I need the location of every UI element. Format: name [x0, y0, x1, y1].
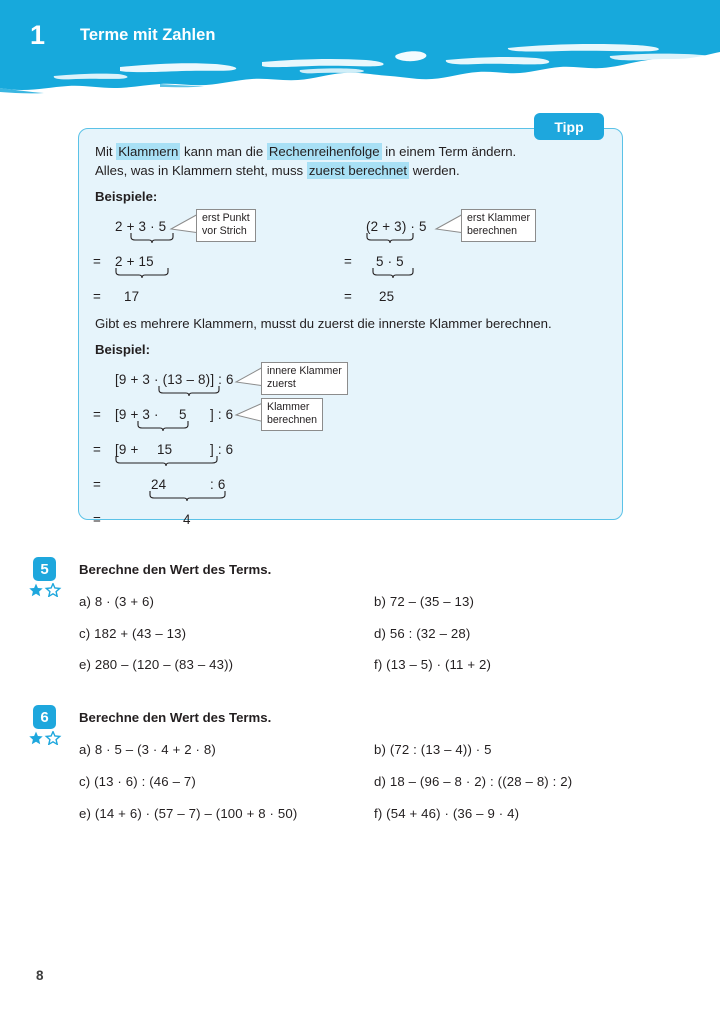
nested-eq-2: = [93, 407, 101, 422]
example-right-line-1: (2 + 3) · 5 [366, 219, 427, 234]
nested-line-3-c: ] : 6 [210, 442, 234, 457]
underbrace-right-2 [372, 268, 414, 279]
tipp-box [78, 128, 623, 527]
exercise-6-item-a: a) 8 · 5 – (3 · 4 + 2 · 8) [79, 742, 216, 757]
underbrace-left-2 [115, 268, 169, 279]
example-left-line-2: 2 + 15 [115, 254, 154, 269]
callout-erst-punkt-line-1: erst Punkt [202, 212, 250, 224]
nested-line-4-b: : 6 [210, 477, 226, 492]
tipp-intro-text-b: kann man die [180, 144, 267, 159]
exercise-5-item-a: a) 8 · (3 + 6) [79, 594, 155, 609]
callout-erst-klammer-line-2: berechnen [467, 225, 518, 237]
underbrace-nested-4 [149, 491, 226, 502]
exercise-5-item-e: e) 280 – (120 – (83 – 43)) [79, 657, 234, 672]
nested-line-2-a: [9 + 3 · [115, 407, 159, 422]
exercise-6-item-d: d) 18 – (96 – 8 · 2) : ((28 – 8) : 2) [374, 774, 573, 789]
underbrace-right-1 [366, 233, 414, 244]
exercise-6-item-b: b) (72 : (13 – 4)) · 5 [374, 742, 492, 757]
examples-label: Beispiele: [95, 189, 158, 204]
tipp-rule-line: Gibt es mehrere Klammern, musst du zuerst die innerste Klammer berechnen. [95, 316, 552, 331]
page-header-banner [0, 0, 720, 100]
tipp-intro2-text-a: Alles, was in Klammern steht, muss [95, 163, 307, 178]
callout-erst-punkt-vor-strich [196, 209, 256, 242]
example-right-eq-2: = [344, 254, 352, 269]
exercise-6-item-e: e) (14 + 6) · (57 – 7) – (100 + 8 · 50) [79, 806, 298, 821]
nested-line-2-b: 5 [179, 407, 187, 422]
callout-klammer-berechnen [261, 398, 323, 431]
underbrace-nested-3 [115, 456, 218, 467]
chapter-number: 1 [30, 20, 46, 50]
example-label: Beispiel: [95, 342, 150, 357]
tipp-intro2-text-b: werden. [409, 163, 460, 178]
tipp-tab-label: Tipp [534, 113, 604, 140]
nested-line-2-c: ] : 6 [210, 407, 234, 422]
nested-eq-3: = [93, 442, 101, 457]
example-left-eq-3: = [93, 289, 101, 304]
exercise-5-heading: Berechne den Wert des Terms. [79, 562, 272, 577]
nested-eq-4: = [93, 477, 101, 492]
callout-erst-punkt-line-2: vor Strich [202, 225, 247, 237]
callout-klammer-berechnen-line-2: berechnen [267, 414, 318, 426]
callout-innere-klammer-line-2: zuerst [267, 378, 296, 390]
nested-line-1: [9 + 3 · (13 – 8)] : 6 [115, 372, 234, 387]
underbrace-nested-2 [137, 421, 189, 432]
tipp-intro-text-c: in einem Term ändern. [381, 144, 517, 159]
callout-innere-klammer-line-1: innere Klammer [267, 365, 342, 377]
exercise-6-item-c: c) (13 · 6) : (46 – 7) [79, 774, 196, 789]
example-right-line-3: 25 [379, 289, 395, 304]
callout-erst-klammer-line-1: erst Klammer [467, 212, 530, 224]
page-title: Terme mit Zahlen [80, 26, 216, 44]
callout-erst-klammer-berechnen [461, 209, 536, 242]
page-number: 8 [36, 968, 44, 983]
star-filled-icon [29, 584, 42, 597]
exercise-badge-5[interactable]: 5 [33, 557, 56, 581]
exercise-5-item-d: d) 56 : (32 – 28) [374, 626, 471, 641]
nested-line-4-a: 24 [151, 477, 167, 492]
example-left-line-1: 2 + 3 · 5 [115, 219, 167, 234]
tipp-intro-line-2 [95, 161, 460, 180]
difficulty-stars-exercise-5 [28, 583, 62, 597]
nested-eq-5: = [93, 512, 101, 527]
difficulty-stars-exercise-6 [28, 731, 62, 745]
tipp-intro-text-a: Mit [95, 144, 117, 159]
exercise-5-item-c: c) 182 + (43 – 13) [79, 626, 187, 641]
callout-innere-klammer-zuerst [261, 362, 348, 395]
star-outline-icon [46, 584, 59, 597]
example-right-eq-3: = [344, 289, 352, 304]
tipp-highlight-zuerst-berechnet: zuerst berechnet [308, 163, 408, 178]
callout-klammer-berechnen-line-1: Klammer [267, 401, 310, 413]
exercise-5-item-b: b) 72 – (35 – 13) [374, 594, 475, 609]
underbrace-left-1 [130, 233, 174, 244]
nested-line-3-b: 15 [157, 442, 173, 457]
tipp-highlight-klammern: Klammern [118, 144, 179, 159]
example-right-line-2: 5 · 5 [376, 254, 404, 269]
exercise-6-heading: Berechne den Wert des Terms. [79, 710, 272, 725]
star-filled-icon [29, 732, 42, 745]
banner-brush-shape [0, 0, 720, 100]
example-left-line-3: 17 [124, 289, 140, 304]
example-left-eq-2: = [93, 254, 101, 269]
exercise-badge-6[interactable]: 6 [33, 705, 56, 729]
exercise-5-item-f: f) (13 – 5) · (11 + 2) [374, 657, 492, 672]
exercise-6-item-f: f) (54 + 46) · (36 – 9 · 4) [374, 806, 520, 821]
tipp-intro-line-1 [95, 142, 516, 161]
star-outline-icon [46, 732, 59, 745]
underbrace-nested-1 [158, 386, 220, 397]
tipp-highlight-rechenreihenfolge: Rechenreihenfolge [268, 144, 380, 159]
nested-line-5: 4 [183, 512, 191, 527]
nested-line-3-a: [9 + [115, 442, 139, 457]
